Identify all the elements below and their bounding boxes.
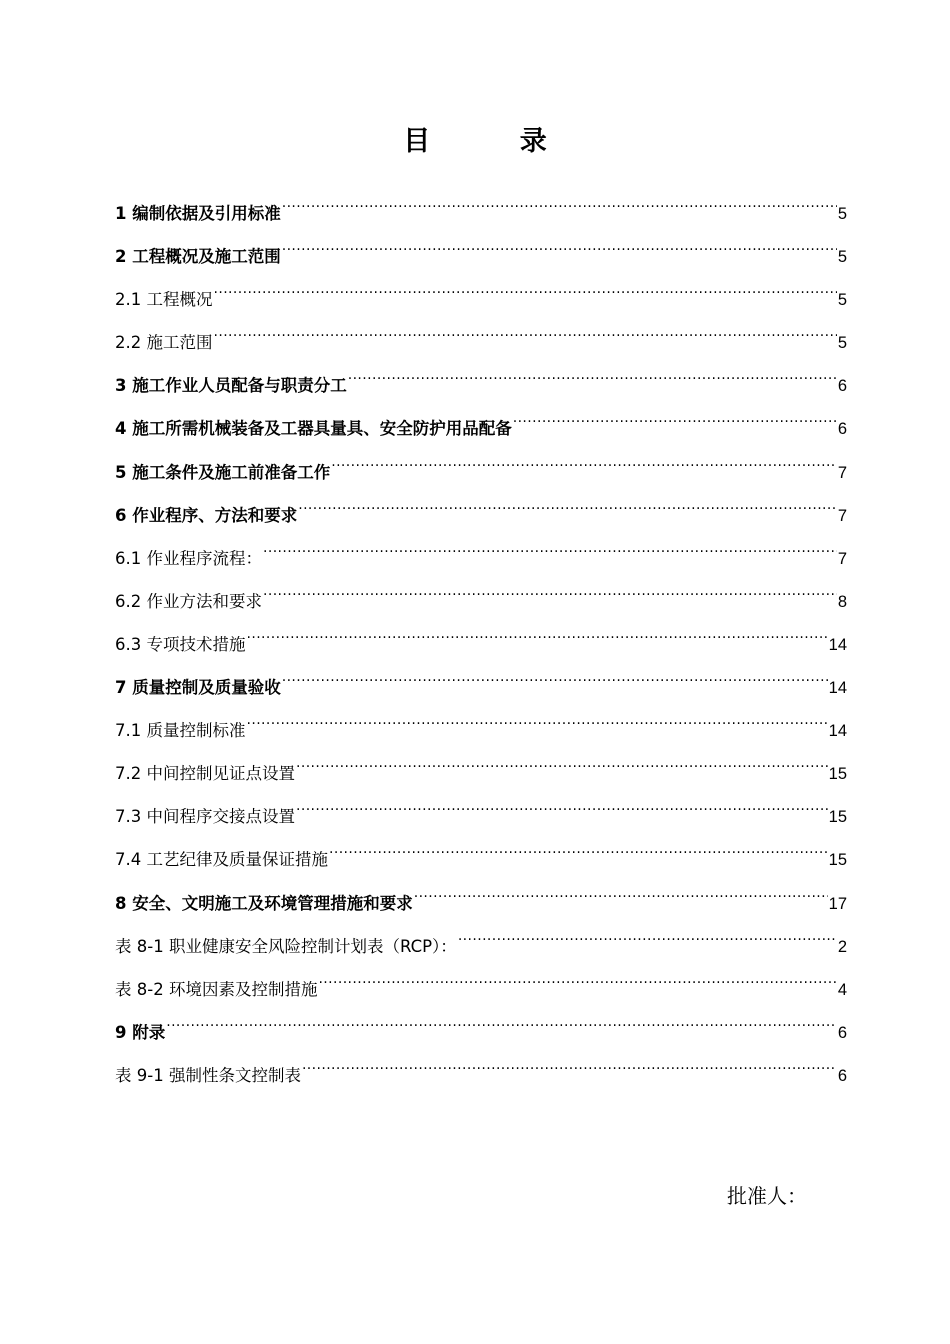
- toc-entry-page-number: 5: [837, 291, 847, 310]
- toc-entry-label: 7.3 中间程序交接点设置: [115, 807, 295, 827]
- toc-entry-label: 6.3 专项技术措施: [115, 634, 246, 654]
- toc-entry[interactable]: [115, 398, 847, 441]
- toc-dot-leader: [296, 743, 828, 779]
- approver-label: 批准人：: [727, 1184, 807, 1208]
- toc-dot-leader: [214, 312, 837, 348]
- toc-entry-label: 7.1 质量控制标准: [115, 721, 246, 741]
- toc-dot-leader: [247, 614, 828, 650]
- toc-entry-label: 1 编制依据及引用标准: [115, 204, 281, 223]
- toc-entry[interactable]: [115, 571, 847, 614]
- toc-entry[interactable]: [115, 269, 847, 312]
- toc-dot-leader: [247, 700, 828, 736]
- toc-entry-page-number: 14: [828, 635, 847, 654]
- toc-dot-leader: [166, 1002, 837, 1038]
- toc-entry-label: 2 工程概况及施工范围: [115, 247, 281, 267]
- toc-entry-label: 7.2 中间控制见证点设置: [115, 764, 295, 784]
- toc-entry[interactable]: [115, 226, 847, 269]
- toc-entry[interactable]: [115, 312, 847, 355]
- toc-entry-label: 6.2 作业方法和要求: [115, 591, 262, 611]
- toc-entry-page-number: 14: [828, 722, 847, 741]
- toc-entry-label: 7.4 工艺纪律及质量保证措施: [115, 850, 328, 870]
- toc-entry[interactable]: [115, 657, 847, 700]
- toc-entry[interactable]: [115, 743, 847, 786]
- toc-entry-page-number: 17: [828, 894, 847, 913]
- toc-entry-label: 8 安全、文明施工及环境管理措施和要求: [115, 893, 413, 913]
- toc-entry-page-number: 5: [837, 248, 847, 267]
- toc-dot-leader: [513, 398, 837, 434]
- toc-dot-leader: [414, 873, 828, 909]
- toc-entry[interactable]: [115, 873, 847, 916]
- toc-entry-label: 表 9-1 强制性条文控制表: [115, 1065, 301, 1085]
- toc-entry-page-number: 15: [828, 851, 847, 870]
- toc-entry-label: 3 施工作业人员配备与职责分工: [115, 376, 347, 396]
- toc-entry-page-number: 7: [837, 506, 847, 525]
- toc-entry[interactable]: [115, 1002, 847, 1045]
- toc-entry[interactable]: [115, 829, 847, 872]
- toc-entry-page-number: 4: [837, 980, 847, 999]
- toc-dot-leader: [331, 442, 837, 478]
- toc-entry-label: 6 作业程序、方法和要求: [115, 505, 298, 525]
- toc-dot-leader: [214, 269, 837, 305]
- toc-entry[interactable]: [115, 1045, 847, 1088]
- toc-entry[interactable]: [115, 959, 847, 1002]
- toc-entry-label: 5 施工条件及施工前准备工作: [115, 462, 331, 482]
- toc-entry-page-number: 2: [837, 937, 847, 956]
- toc-entry-label: 6.1 作业程序流程：: [115, 548, 262, 568]
- toc-entry-page-number: 5: [837, 205, 847, 223]
- page-title: 目 录: [403, 126, 587, 157]
- toc-entry-page-number: 5: [837, 334, 847, 353]
- toc-dot-leader: [458, 916, 837, 952]
- toc-dot-leader: [282, 226, 837, 262]
- toc-entry-page-number: 14: [828, 679, 847, 698]
- toc-dot-leader: [302, 1045, 837, 1081]
- toc-entry-page-number: 6: [837, 1023, 847, 1042]
- toc-entry[interactable]: [115, 355, 847, 398]
- toc-entry-page-number: 6: [837, 1066, 847, 1085]
- toc-entry-label: 表 8-2 环境因素及控制措施: [115, 979, 318, 999]
- toc-dot-leader: [348, 355, 837, 391]
- toc-entry[interactable]: [115, 442, 847, 485]
- toc-entry-label: 2.2 施工范围: [115, 333, 213, 353]
- table-of-contents: [115, 183, 847, 1088]
- toc-dot-leader: [263, 528, 837, 564]
- toc-dot-leader: [263, 571, 837, 607]
- toc-entry-page-number: 8: [837, 592, 847, 611]
- toc-entry[interactable]: [115, 700, 847, 743]
- toc-entry-page-number: 7: [837, 549, 847, 568]
- toc-entry[interactable]: [115, 183, 847, 226]
- toc-entry-label: 2.1 工程概况: [115, 290, 213, 310]
- toc-entry[interactable]: [115, 916, 847, 959]
- toc-entry-label: 表 8-1 职业健康安全风险控制计划表（RCP）：: [115, 936, 457, 956]
- toc-entry-label: 4 施工所需机械装备及工器具量具、安全防护用品配备: [115, 419, 512, 439]
- toc-entry-page-number: 6: [837, 377, 847, 396]
- toc-entry[interactable]: [115, 786, 847, 829]
- toc-dot-leader: [296, 786, 828, 822]
- toc-entry[interactable]: [115, 614, 847, 657]
- toc-dot-leader: [282, 183, 837, 219]
- toc-dot-leader: [282, 657, 828, 693]
- toc-entry[interactable]: [115, 528, 847, 571]
- toc-entry-page-number: 15: [828, 808, 847, 827]
- toc-dot-leader: [298, 485, 837, 521]
- toc-dot-leader: [318, 959, 836, 995]
- toc-dot-leader: [329, 829, 828, 865]
- toc-entry[interactable]: [115, 485, 847, 528]
- toc-entry-page-number: 6: [837, 420, 847, 439]
- toc-entry-page-number: 15: [828, 765, 847, 784]
- toc-entry-label: 7 质量控制及质量验收: [115, 678, 281, 698]
- toc-entry-label: 9 附录: [115, 1022, 166, 1042]
- toc-entry-page-number: 7: [837, 463, 847, 482]
